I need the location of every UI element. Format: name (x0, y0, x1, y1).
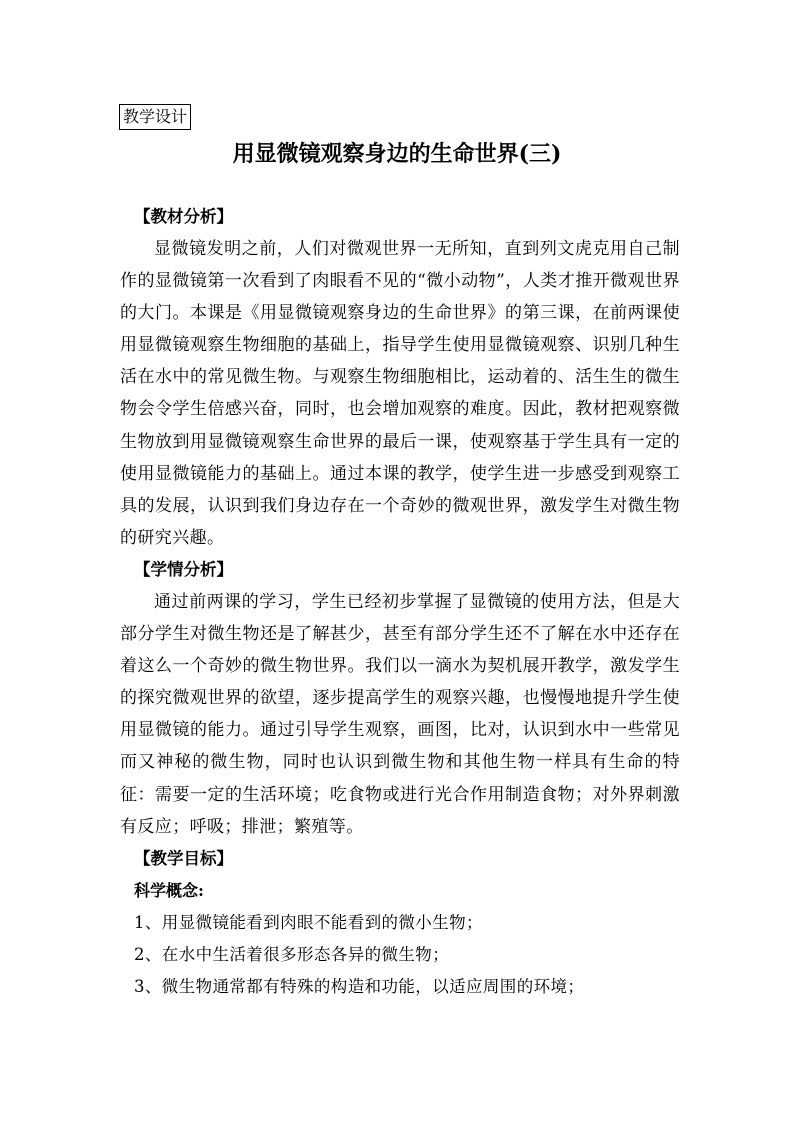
section-heading-materials: 【教材分析】 (134, 207, 233, 226)
document-title: 用显微镜观察身边的生命世界(三) (232, 141, 562, 167)
paragraph-students: 通过前两课的学习，学生已经初步掌握了显微镜的使用方法，但是大部分学生对微生物还是了解甚少，甚至有部分学生还不了解在水中还存在着这么一个奇妙的微生物世界。我们以一滴水为契机展开教学，激发学生的探究微观世界的欲望，逐步提高学生的观察兴趣，也慢慢地提升学生使用显微镜的能力。通过引导学生观察，画图，比对，认识到水中一些常见而又神秘的微生物，同时也认识到微生物和其他生物一样具有生命的特征：需要一定的生活环境；吃食物或进行光合作用制造食物；对外界刺激有反应；呼吸；排泄；繁殖等。 (120, 591, 680, 837)
list-item: 2、在水中生活着很多形态各异的微生物； (134, 944, 450, 964)
document-body (120, 201, 680, 1003)
paragraph-materials: 显微镜发明之前，人们对微观世界一无所知，直到列文虎克用自己制作的显微镜第一次看到了肉眼看不见的“微小动物”，人类才推开微观世界的大门。本课是《用显微镜观察身边的生命世界》的第三课，在前两课使用显微镜观察生物细胞的基础上，指导学生使用显微镜观察、识别几种生活在水中的常见微生物。与观察生物细胞相比，运动着的、活生生的微生物会令学生倍感兴奋，同时，也会增加观察的难度。因此，教材把观察微生物放到用显微镜观察生命世界的最后一课，使观察基于学生具有一定的使用显微镜能力的基础上。通过本课的教学，使学生进一步感受到观察工具的发展，认识到我们身边存在一个奇妙的微观世界，激发学生对微生物的研究兴趣。 (120, 239, 680, 548)
list-item: 3、微生物通常都有特殊的构造和功能，以适应周围的环境； (134, 976, 585, 996)
section-heading-students: 【学情分析】 (134, 559, 233, 579)
subheading-science-concepts: 科学概念: (134, 880, 204, 900)
section-heading-goals: 【教学目标】 (134, 848, 233, 868)
document-tag: 教学设计 (119, 104, 191, 130)
list-item: 1、用显微镜能看到肉眼不能看到的微小生物； (134, 912, 483, 932)
